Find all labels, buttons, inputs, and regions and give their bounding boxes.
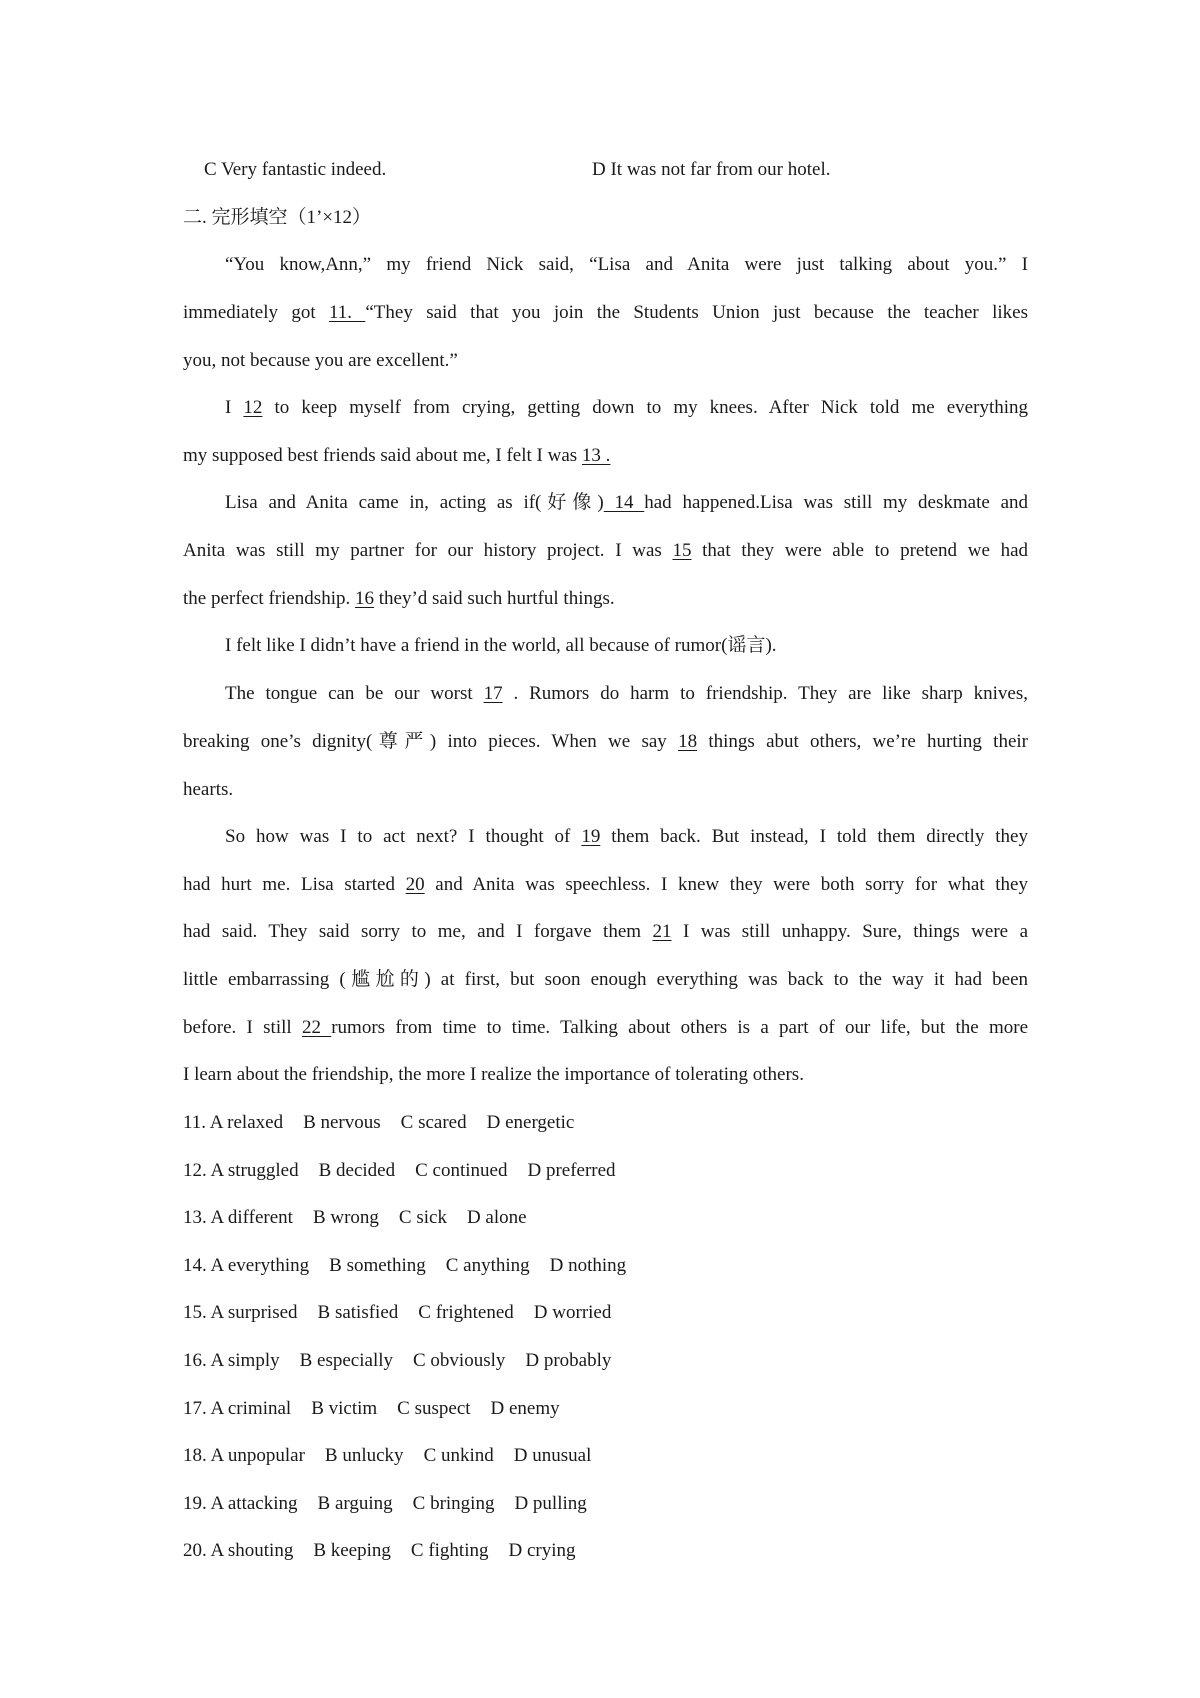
passage-text: my supposed best friends said about me, I felt I was <box>183 445 582 466</box>
question-option-c: C fighting <box>410 1540 489 1561</box>
section-heading: 二. 完形填空（1’×12） <box>183 207 372 228</box>
passage-text: Anita was still my partner for our history project. I was <box>183 540 673 561</box>
passage-line <box>225 825 1028 849</box>
question-option-c: C obviously <box>413 1350 506 1371</box>
question-option-c: C sick <box>398 1207 447 1228</box>
question-options-row <box>183 1397 1028 1421</box>
question-option-d: D unusual <box>513 1445 592 1466</box>
blank-18: 18 <box>678 731 698 752</box>
blank-11: 11. <box>328 302 366 323</box>
passage-line <box>225 682 1028 706</box>
question-option-c: C scared <box>400 1112 467 1133</box>
question-options-row <box>183 1492 1028 1516</box>
passage-text: to keep myself from crying, getting down to my knees. After Nick told me everything <box>262 397 1029 418</box>
question-option-d: D probably <box>525 1350 612 1371</box>
question-option-a: 18. A unpopular <box>183 1445 305 1466</box>
question-option-b: B especially <box>299 1350 393 1371</box>
question-option-a: 15. A surprised <box>183 1302 298 1323</box>
passage-text: I <box>225 397 244 418</box>
passage-text: before. I still <box>183 1017 302 1038</box>
passage-line: hearts. <box>183 779 234 800</box>
blank-22: 22 <box>301 1017 332 1038</box>
passage-line <box>183 587 1028 611</box>
passage-text: they’d said such hurtful things. <box>373 588 615 609</box>
prev-options-row <box>204 158 1049 182</box>
passage-line: I felt like I didn’t have a friend in the world, all because of rumor(谣言). <box>225 635 777 656</box>
passage-text: the perfect friendship. <box>183 588 355 609</box>
passage-text: “They said that you join the Students Union just because the teacher likes <box>365 302 1028 323</box>
question-option-d: D alone <box>466 1207 527 1228</box>
question-options-row <box>183 1159 1028 1183</box>
passage-text: I was still unhappy. Sure, things were a <box>671 921 1029 942</box>
question-option-c: C unkind <box>423 1445 494 1466</box>
passage-text: breaking one’s dignity(尊严) into pieces. When we say <box>183 731 679 752</box>
question-option-b: B unlucky <box>324 1445 404 1466</box>
question-option-a: 19. A attacking <box>183 1493 298 1514</box>
blank-21: 21 <box>652 921 672 942</box>
passage-text: immediately got <box>183 302 329 323</box>
question-option-b: B wrong <box>312 1207 379 1228</box>
question-option-d: D crying <box>508 1540 576 1561</box>
passage-text: that they were able to pretend we had <box>691 540 1029 561</box>
blank-14: 14 <box>603 492 645 513</box>
passage-text: things abut others, we’re hurting their <box>697 731 1028 752</box>
blank-19: 19 <box>581 826 601 847</box>
passage-line <box>183 539 1028 563</box>
blank-12: 12 <box>243 397 263 418</box>
question-option-a: 16. A simply <box>183 1350 280 1371</box>
passage-text: and Anita was speechless. I knew they were both sorry for what they <box>424 874 1028 895</box>
passage-text: . Rumors do harm to friendship. They are like sharp knives, <box>502 683 1028 704</box>
question-options-row <box>183 1349 1028 1373</box>
passage-text: them back. But instead, I told them directly they <box>600 826 1028 847</box>
blank-17: 17 <box>483 683 503 704</box>
passage-line <box>183 1016 1028 1040</box>
question-options-row <box>183 1206 1028 1230</box>
question-option-d: D worried <box>533 1302 612 1323</box>
question-option-a: 17. A criminal <box>183 1398 292 1419</box>
passage-text: had hurt me. Lisa started <box>183 874 406 895</box>
passage-line: you, not because you are excellent.” <box>183 350 458 371</box>
passage-text: had said. They said sorry to me, and I forgave them <box>183 921 653 942</box>
passage-line <box>183 301 1028 325</box>
passage-line <box>183 920 1028 944</box>
question-option-a: 14. A everything <box>183 1255 310 1276</box>
passage-text: So how was I to act next? I thought of <box>225 826 582 847</box>
question-options-row <box>183 1444 1028 1468</box>
question-options-row <box>183 1301 1028 1325</box>
question-option-d: D pulling <box>514 1493 587 1514</box>
question-option-c: C bringing <box>412 1493 495 1514</box>
question-option-b: B arguing <box>317 1493 393 1514</box>
blank-20: 20 <box>405 874 425 895</box>
question-options-row <box>183 1111 1028 1135</box>
blank-13: 13 . <box>581 445 611 466</box>
prev-option-d: D It was not far from our hotel. <box>592 159 831 180</box>
question-option-d: D preferred <box>527 1160 616 1181</box>
passage-line <box>183 444 1028 468</box>
question-option-a: 11. A relaxed <box>183 1112 284 1133</box>
passage-line <box>225 396 1028 420</box>
passage-line: I learn about the friendship, the more I realize the importance of tolerating others. <box>183 1064 804 1085</box>
question-option-b: B something <box>329 1255 426 1276</box>
question-option-c: C frightened <box>418 1302 514 1323</box>
passage-line <box>225 491 1028 515</box>
blank-16: 16 <box>354 588 374 609</box>
passage-text: had happened.Lisa was still my deskmate and <box>644 492 1028 513</box>
passage-line: “You know,Ann,” my friend Nick said, “Lisa and Anita were just talking about you.” I <box>225 254 1028 275</box>
question-options-row <box>183 1254 1028 1278</box>
question-option-b: B satisfied <box>317 1302 399 1323</box>
question-options-row <box>183 1539 1028 1563</box>
question-option-c: C anything <box>445 1255 530 1276</box>
blank-15: 15 <box>672 540 692 561</box>
question-option-b: B keeping <box>313 1540 391 1561</box>
passage-line <box>183 730 1028 754</box>
question-option-c: C suspect <box>397 1398 471 1419</box>
passage-line <box>183 873 1028 897</box>
question-option-a: 13. A different <box>183 1207 293 1228</box>
question-option-b: B nervous <box>303 1112 381 1133</box>
question-option-a: 12. A struggled <box>183 1160 299 1181</box>
passage-text: The tongue can be our worst <box>225 683 484 704</box>
question-option-b: B victim <box>311 1398 378 1419</box>
question-option-a: 20. A shouting <box>183 1540 294 1561</box>
question-option-d: D energetic <box>486 1112 575 1133</box>
passage-text: rumors from time to time. Talking about others is a part of our life, but the more <box>331 1017 1029 1038</box>
question-option-c: C continued <box>415 1160 508 1181</box>
prev-option-c: C Very fantastic indeed. <box>204 159 387 180</box>
passage-line: little embarrassing (尴尬的) at first, but soon enough everything was back to the way it had been <box>183 969 1028 990</box>
passage-text: Lisa and Anita came in, acting as if(好像) <box>225 492 604 513</box>
question-option-d: D nothing <box>549 1255 627 1276</box>
question-option-d: D enemy <box>490 1398 560 1419</box>
question-option-b: B decided <box>318 1160 396 1181</box>
